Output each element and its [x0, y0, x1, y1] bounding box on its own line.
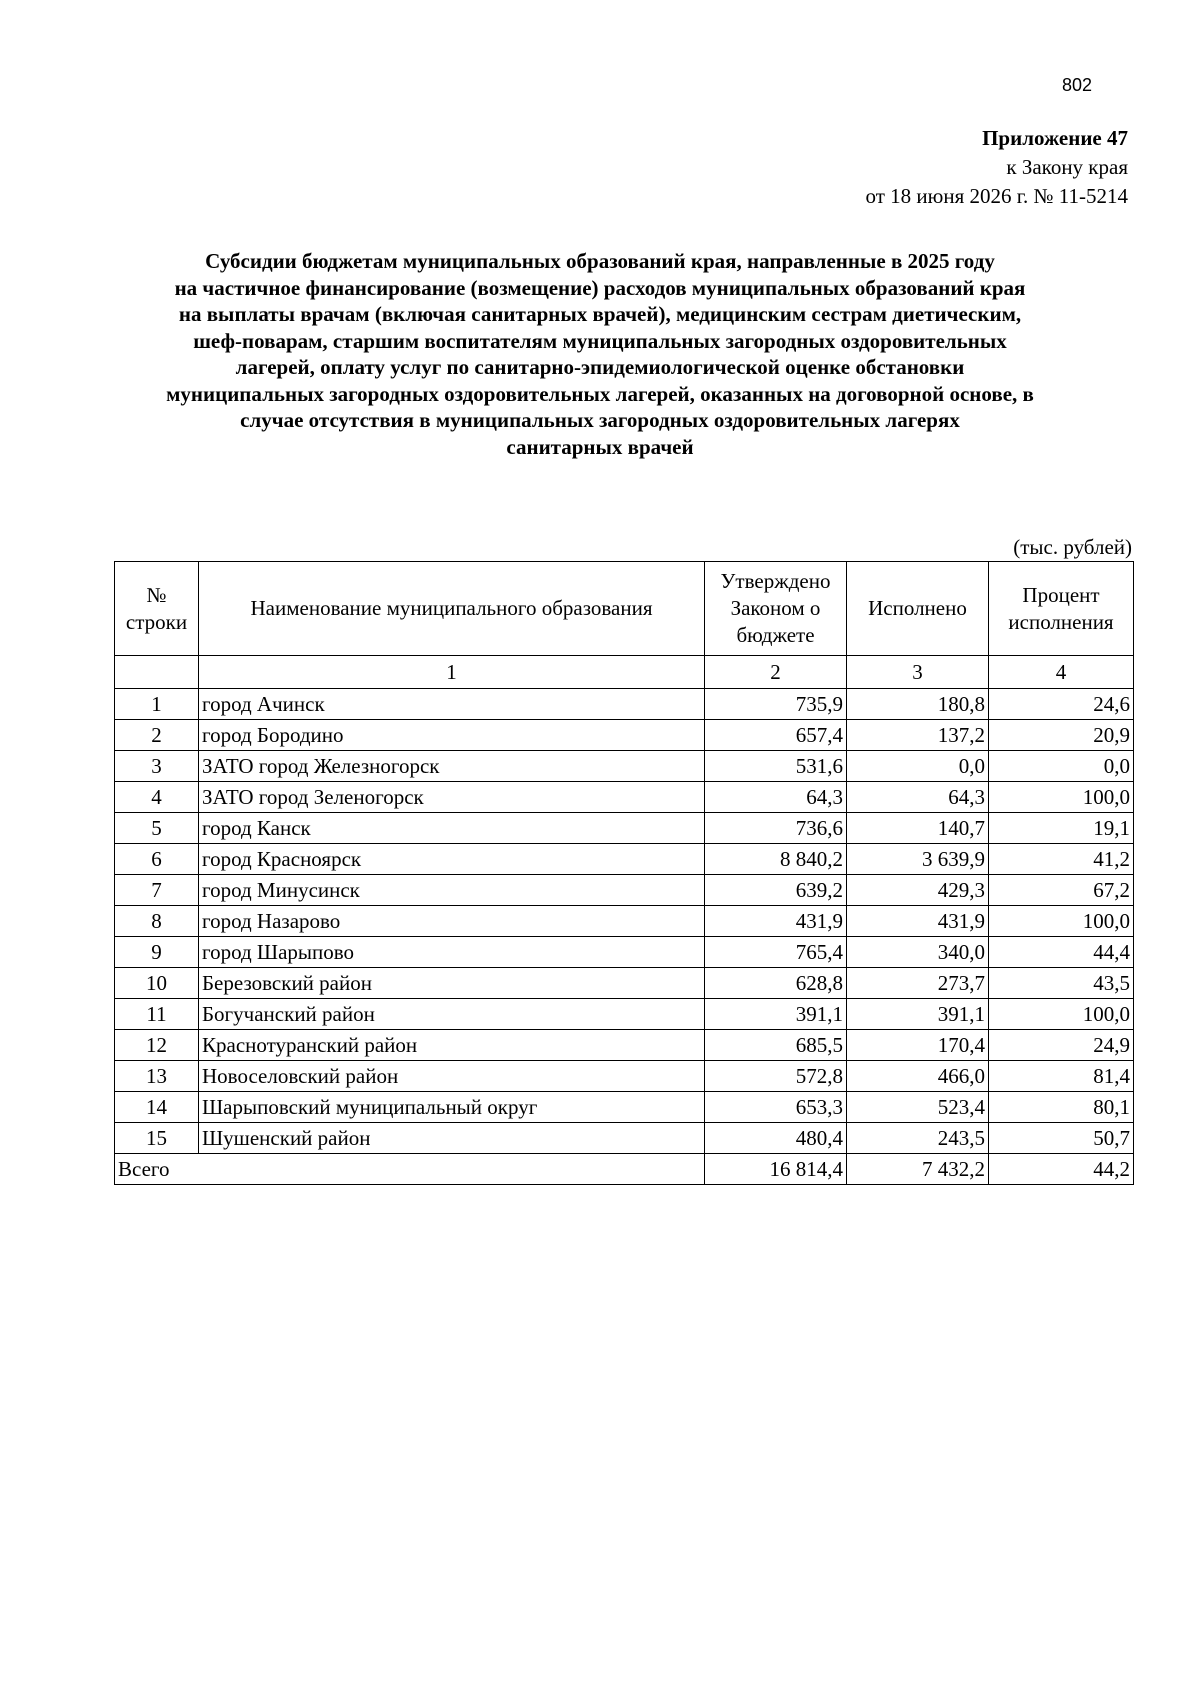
- percent-cell: 100,0: [989, 782, 1134, 813]
- row-number-cell: 10: [115, 968, 199, 999]
- executed-cell: 391,1: [847, 999, 989, 1030]
- table-row: [115, 1123, 1134, 1154]
- municipality-name-cell: город Ачинск: [199, 689, 705, 720]
- column-index: 3: [847, 656, 989, 689]
- row-number-cell: 5: [115, 813, 199, 844]
- header-executed: Исполнено: [847, 562, 989, 656]
- table-row: [115, 844, 1134, 875]
- header-row-number: № строки: [115, 562, 199, 656]
- title-line: на выплаты врачам (включая санитарных врачей), медицинским сестрам диетическим,: [178, 302, 1022, 326]
- table-row: [115, 875, 1134, 906]
- approved-cell: 480,4: [705, 1123, 847, 1154]
- approved-cell: 628,8: [705, 968, 847, 999]
- table-row: [115, 1061, 1134, 1092]
- table-row: [115, 720, 1134, 751]
- municipality-name-cell: Шушенский район: [199, 1123, 705, 1154]
- municipality-name-cell: Березовский район: [199, 968, 705, 999]
- title-line: Субсидии бюджетам муниципальных образований края, направленные в 2025 году: [205, 249, 995, 273]
- approved-cell: 64,3: [705, 782, 847, 813]
- percent-cell: 67,2: [989, 875, 1134, 906]
- executed-cell: 137,2: [847, 720, 989, 751]
- subsidies-table: [114, 561, 1134, 1185]
- total-executed: 7 432,2: [847, 1154, 989, 1185]
- title-line: случае отсутствия в муниципальных загородных оздоровительных лагерях: [240, 408, 960, 432]
- executed-cell: 340,0: [847, 937, 989, 968]
- municipality-name-cell: город Красноярск: [199, 844, 705, 875]
- title-line: на частичное финансирование (возмещение) расходов муниципальных образований края: [174, 275, 1026, 300]
- column-index-row: [115, 656, 1134, 689]
- executed-cell: 64,3: [847, 782, 989, 813]
- row-number-cell: 13: [115, 1061, 199, 1092]
- percent-cell: 50,7: [989, 1123, 1134, 1154]
- executed-cell: 180,8: [847, 689, 989, 720]
- approved-cell: 736,6: [705, 813, 847, 844]
- document-title: [100, 248, 1100, 460]
- table-row: [115, 937, 1134, 968]
- row-number-cell: 3: [115, 751, 199, 782]
- header-percent: Процент исполнения: [989, 562, 1134, 656]
- approved-cell: 735,9: [705, 689, 847, 720]
- executed-cell: 170,4: [847, 1030, 989, 1061]
- table-row: [115, 1092, 1134, 1123]
- municipality-name-cell: Богучанский район: [199, 999, 705, 1030]
- table-row: [115, 751, 1134, 782]
- percent-cell: 20,9: [989, 720, 1134, 751]
- row-number-cell: 12: [115, 1030, 199, 1061]
- approved-cell: 8 840,2: [705, 844, 847, 875]
- percent-cell: 80,1: [989, 1092, 1134, 1123]
- table-row: [115, 906, 1134, 937]
- percent-cell: 24,6: [989, 689, 1134, 720]
- approved-cell: 391,1: [705, 999, 847, 1030]
- percent-cell: 0,0: [989, 751, 1134, 782]
- executed-cell: 140,7: [847, 813, 989, 844]
- row-number-cell: 2: [115, 720, 199, 751]
- header-municipality-name: Наименование муниципального образования: [199, 562, 705, 656]
- total-percent: 44,2: [989, 1154, 1134, 1185]
- executed-cell: 523,4: [847, 1092, 989, 1123]
- table-row: [115, 1030, 1134, 1061]
- percent-cell: 81,4: [989, 1061, 1134, 1092]
- total-row: [115, 1154, 1134, 1185]
- header-approved: Утверждено Законом о бюджете: [705, 562, 847, 656]
- column-index-empty: [115, 656, 199, 689]
- page-number: 802: [1062, 75, 1093, 95]
- municipality-name-cell: город Минусинск: [199, 875, 705, 906]
- title-line: лагерей, оплату услуг по санитарно-эпидемиологической оценке обстановки: [235, 355, 965, 379]
- row-number-cell: 6: [115, 844, 199, 875]
- percent-cell: 43,5: [989, 968, 1134, 999]
- municipality-name-cell: город Назарово: [199, 906, 705, 937]
- approved-cell: 639,2: [705, 875, 847, 906]
- municipality-name-cell: ЗАТО город Зеленогорск: [199, 782, 705, 813]
- total-label: Всего: [115, 1154, 705, 1185]
- percent-cell: 24,9: [989, 1030, 1134, 1061]
- title-line: муниципальных загородных оздоровительных лагерей, оказанных на договорной основе, в: [166, 381, 1034, 406]
- row-number-cell: 1: [115, 689, 199, 720]
- approved-cell: 531,6: [705, 751, 847, 782]
- executed-cell: 0,0: [847, 751, 989, 782]
- appendix-block: [866, 124, 1128, 211]
- title-line: санитарных врачей: [506, 434, 694, 459]
- percent-cell: 44,4: [989, 937, 1134, 968]
- municipality-name-cell: Краснотуранский район: [199, 1030, 705, 1061]
- municipality-name-cell: город Бородино: [199, 720, 705, 751]
- table-header-row: [115, 562, 1134, 656]
- percent-cell: 19,1: [989, 813, 1134, 844]
- table-row: [115, 689, 1134, 720]
- approved-cell: 572,8: [705, 1061, 847, 1092]
- approved-cell: 657,4: [705, 720, 847, 751]
- municipality-name-cell: ЗАТО город Железногорск: [199, 751, 705, 782]
- column-index: 1: [199, 656, 705, 689]
- executed-cell: 273,7: [847, 968, 989, 999]
- executed-cell: 431,9: [847, 906, 989, 937]
- municipality-name-cell: Шарыповский муниципальный округ: [199, 1092, 705, 1123]
- municipality-name-cell: город Канск: [199, 813, 705, 844]
- row-number-cell: 4: [115, 782, 199, 813]
- executed-cell: 3 639,9: [847, 844, 989, 875]
- column-index: 4: [989, 656, 1134, 689]
- approved-cell: 765,4: [705, 937, 847, 968]
- appendix-title: Приложение 47: [982, 126, 1128, 150]
- units-label: (тыс. рублей): [1013, 535, 1132, 559]
- table-row: [115, 813, 1134, 844]
- row-number-cell: 9: [115, 937, 199, 968]
- column-index: 2: [705, 656, 847, 689]
- row-number-cell: 11: [115, 999, 199, 1030]
- row-number-cell: 15: [115, 1123, 199, 1154]
- table-body: [115, 689, 1134, 1154]
- executed-cell: 429,3: [847, 875, 989, 906]
- table-row: [115, 968, 1134, 999]
- approved-cell: 431,9: [705, 906, 847, 937]
- table-row: [115, 782, 1134, 813]
- row-number-cell: 8: [115, 906, 199, 937]
- percent-cell: 100,0: [989, 906, 1134, 937]
- appendix-law-date: от 18 июня 2026 г. № 11-5214: [865, 184, 1128, 208]
- total-approved: 16 814,4: [705, 1154, 847, 1185]
- approved-cell: 685,5: [705, 1030, 847, 1061]
- approved-cell: 653,3: [705, 1092, 847, 1123]
- percent-cell: 100,0: [989, 999, 1134, 1030]
- executed-cell: 466,0: [847, 1061, 989, 1092]
- percent-cell: 41,2: [989, 844, 1134, 875]
- executed-cell: 243,5: [847, 1123, 989, 1154]
- row-number-cell: 7: [115, 875, 199, 906]
- municipality-name-cell: Новоселовский район: [199, 1061, 705, 1092]
- municipality-name-cell: город Шарыпово: [199, 937, 705, 968]
- table-row: [115, 999, 1134, 1030]
- row-number-cell: 14: [115, 1092, 199, 1123]
- appendix-law-ref: к Закону края: [1006, 155, 1128, 179]
- title-line: шеф-поварам, старшим воспитателям муниципальных загородных оздоровительных: [193, 328, 1007, 353]
